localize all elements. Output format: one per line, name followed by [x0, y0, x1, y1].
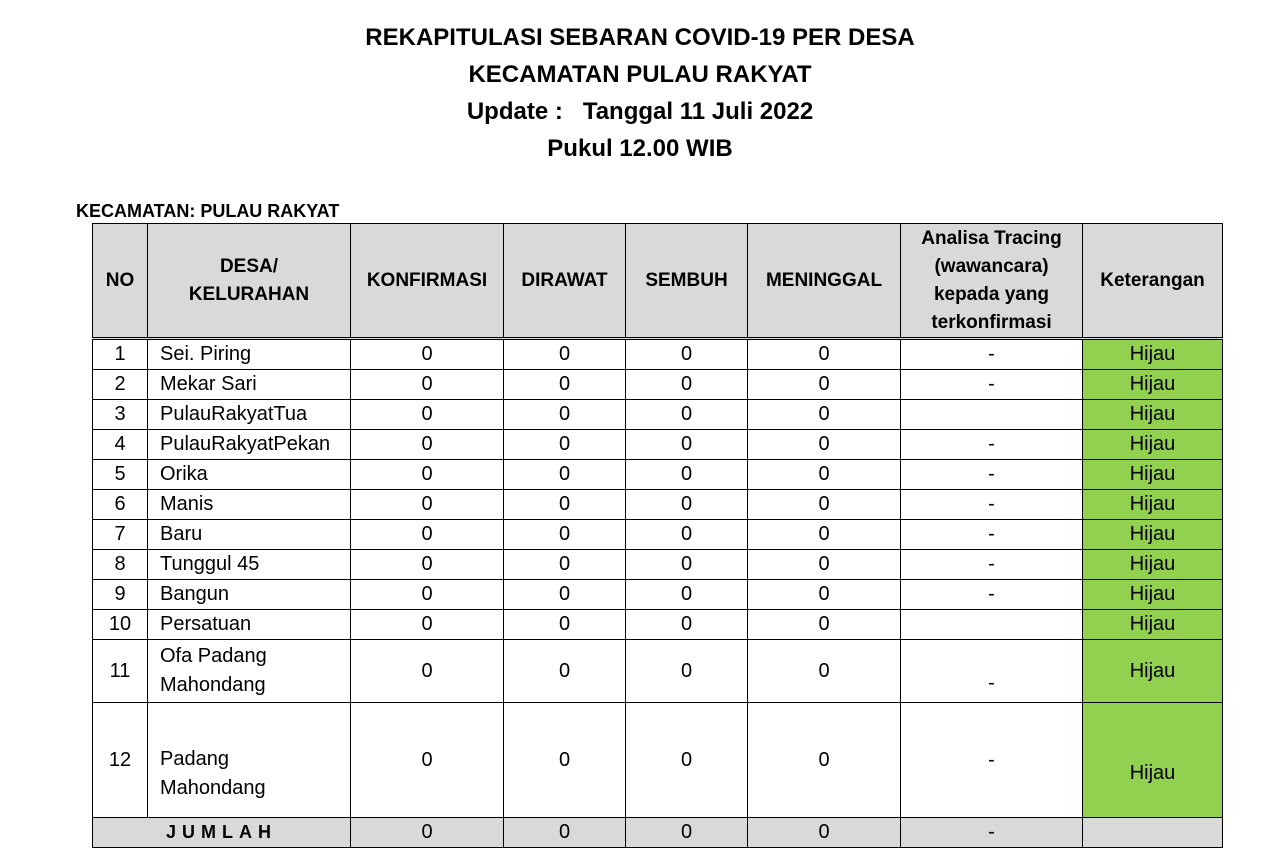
cell-desa: Mekar Sari — [148, 370, 351, 400]
cell-sembuh: 0 — [626, 610, 748, 640]
cell-konfirmasi: 0 — [351, 339, 504, 370]
title-line-3: Update : Tanggal 11 Juli 2022 — [466, 98, 814, 125]
table-row — [93, 400, 1223, 430]
header-desa — [148, 224, 351, 339]
cell-desa: Sei. Piring — [148, 339, 351, 370]
table-row — [93, 580, 1223, 610]
cell-analisa: - — [901, 339, 1083, 370]
table-row — [93, 460, 1223, 490]
cell-meninggal: 0 — [748, 580, 901, 610]
cell-sembuh: 0 — [626, 460, 748, 490]
total-keterangan — [1083, 818, 1223, 848]
cell-konfirmasi: 0 — [351, 490, 504, 520]
header-meninggal: MENINGGAL — [748, 224, 901, 339]
cell-meninggal: 0 — [748, 490, 901, 520]
cell-dirawat: 0 — [504, 610, 626, 640]
cell-konfirmasi: 0 — [351, 580, 504, 610]
cell-no: 4 — [93, 430, 148, 460]
cell-analisa: - — [901, 640, 1083, 703]
cell-analisa — [901, 610, 1083, 640]
cell-desa: PulauRakyatTua — [148, 400, 351, 430]
table-row — [93, 339, 1223, 370]
cell-konfirmasi: 0 — [351, 610, 504, 640]
table-row — [93, 520, 1223, 550]
cell-desa: Baru — [148, 520, 351, 550]
cell-konfirmasi: 0 — [351, 550, 504, 580]
cell-analisa: - — [901, 430, 1083, 460]
cell-no: 12 — [93, 703, 148, 818]
cell-analisa: - — [901, 550, 1083, 580]
cell-desa: Persatuan — [148, 610, 351, 640]
cell-desa — [148, 640, 351, 703]
cell-desa-line-2: Mahondang — [160, 674, 266, 696]
cell-no: 1 — [93, 339, 148, 370]
cell-no: 3 — [93, 400, 148, 430]
cell-analisa: - — [901, 703, 1083, 818]
cell-sembuh: 0 — [626, 430, 748, 460]
cell-no: 6 — [93, 490, 148, 520]
cell-keterangan: Hijau — [1083, 370, 1223, 400]
table-header-row — [93, 224, 1223, 339]
header-desa-line-1: DESA/ — [219, 255, 279, 277]
cell-no: 11 — [93, 640, 148, 703]
total-sembuh: 0 — [626, 818, 748, 848]
cell-dirawat: 0 — [504, 460, 626, 490]
cell-konfirmasi: 0 — [351, 703, 504, 818]
table-row — [93, 430, 1223, 460]
cell-sembuh: 0 — [626, 339, 748, 370]
header-analisa-line-2: (wawancara) — [934, 255, 1049, 277]
cell-keterangan: Hijau — [1083, 490, 1223, 520]
table-row — [93, 610, 1223, 640]
header-sembuh: SEMBUH — [626, 224, 748, 339]
cell-desa — [148, 703, 351, 818]
cell-sembuh: 0 — [626, 370, 748, 400]
cell-no: 9 — [93, 580, 148, 610]
cell-meninggal: 0 — [748, 550, 901, 580]
table-row — [93, 550, 1223, 580]
header-konfirmasi: KONFIRMASI — [351, 224, 504, 339]
header-dirawat: DIRAWAT — [504, 224, 626, 339]
cell-no: 8 — [93, 550, 148, 580]
cell-dirawat: 0 — [504, 550, 626, 580]
cell-dirawat: 0 — [504, 703, 626, 818]
table-row — [93, 703, 1223, 818]
header-desa-line-2: KELURAHAN — [188, 283, 310, 305]
cell-meninggal: 0 — [748, 640, 901, 703]
title-line-1: REKAPITULASI SEBARAN COVID-19 PER DESA — [365, 24, 915, 51]
cell-analisa: - — [901, 490, 1083, 520]
cell-konfirmasi: 0 — [351, 640, 504, 703]
header-analisa-line-3: kepada yang — [933, 283, 1050, 305]
cell-konfirmasi: 0 — [351, 430, 504, 460]
table-row — [93, 640, 1223, 703]
title-line-2: KECAMATAN PULAU RAKYAT — [468, 61, 812, 88]
cell-keterangan: Hijau — [1083, 430, 1223, 460]
cell-sembuh: 0 — [626, 550, 748, 580]
cell-sembuh: 0 — [626, 520, 748, 550]
cell-keterangan: Hijau — [1083, 703, 1223, 818]
cell-meninggal: 0 — [748, 460, 901, 490]
total-analisa: - — [901, 818, 1083, 848]
cell-sembuh: 0 — [626, 640, 748, 703]
cell-desa: Manis — [148, 490, 351, 520]
cell-desa-line-2: Mahondang — [160, 777, 266, 799]
recap-table — [92, 223, 1223, 848]
cell-desa: Tunggul 45 — [148, 550, 351, 580]
cell-dirawat: 0 — [504, 520, 626, 550]
cell-keterangan: Hijau — [1083, 640, 1223, 703]
total-label: JUMLAH — [93, 818, 351, 848]
cell-meninggal: 0 — [748, 370, 901, 400]
cell-konfirmasi: 0 — [351, 370, 504, 400]
header-no: NO — [93, 224, 148, 339]
cell-keterangan: Hijau — [1083, 520, 1223, 550]
cell-desa: PulauRakyatPekan — [148, 430, 351, 460]
cell-no: 2 — [93, 370, 148, 400]
header-analisa-line-1: Analisa Tracing — [921, 227, 1062, 249]
cell-analisa — [901, 400, 1083, 430]
cell-desa-line-1: Ofa Padang — [160, 645, 267, 667]
cell-keterangan: Hijau — [1083, 339, 1223, 370]
cell-keterangan: Hijau — [1083, 610, 1223, 640]
cell-dirawat: 0 — [504, 370, 626, 400]
cell-sembuh: 0 — [626, 580, 748, 610]
cell-analisa: - — [901, 460, 1083, 490]
cell-no: 10 — [93, 610, 148, 640]
cell-keterangan: Hijau — [1083, 580, 1223, 610]
cell-dirawat: 0 — [504, 339, 626, 370]
cell-meninggal: 0 — [748, 610, 901, 640]
cell-desa: Orika — [148, 460, 351, 490]
cell-analisa: - — [901, 520, 1083, 550]
total-dirawat: 0 — [504, 818, 626, 848]
cell-no: 7 — [93, 520, 148, 550]
header-analisa-line-4: terkonfirmasi — [931, 311, 1052, 333]
total-row — [93, 818, 1223, 848]
cell-meninggal: 0 — [748, 703, 901, 818]
cell-analisa: - — [901, 370, 1083, 400]
cell-dirawat: 0 — [504, 580, 626, 610]
cell-konfirmasi: 0 — [351, 460, 504, 490]
cell-sembuh: 0 — [626, 400, 748, 430]
total-meninggal: 0 — [748, 818, 901, 848]
cell-keterangan: Hijau — [1083, 460, 1223, 490]
cell-meninggal: 0 — [748, 400, 901, 430]
cell-no: 5 — [93, 460, 148, 490]
cell-desa-line-1: Padang — [160, 748, 229, 770]
cell-dirawat: 0 — [504, 430, 626, 460]
cell-konfirmasi: 0 — [351, 520, 504, 550]
cell-dirawat: 0 — [504, 400, 626, 430]
cell-analisa: - — [901, 580, 1083, 610]
title-line-4: Pukul 12.00 WIB — [547, 135, 733, 162]
cell-keterangan: Hijau — [1083, 400, 1223, 430]
header-keterangan: Keterangan — [1083, 224, 1223, 339]
header-analisa — [901, 224, 1083, 339]
cell-dirawat: 0 — [504, 490, 626, 520]
district-subheading: KECAMATAN: PULAU RAKYAT — [76, 201, 340, 221]
table-row — [93, 370, 1223, 400]
cell-dirawat: 0 — [504, 640, 626, 703]
total-konfirmasi: 0 — [351, 818, 504, 848]
cell-keterangan: Hijau — [1083, 550, 1223, 580]
table-row — [93, 490, 1223, 520]
cell-desa: Bangun — [148, 580, 351, 610]
cell-sembuh: 0 — [626, 490, 748, 520]
cell-konfirmasi: 0 — [351, 400, 504, 430]
cell-meninggal: 0 — [748, 430, 901, 460]
document-title — [0, 20, 1280, 168]
cell-meninggal: 0 — [748, 339, 901, 370]
cell-sembuh: 0 — [626, 703, 748, 818]
cell-meninggal: 0 — [748, 520, 901, 550]
